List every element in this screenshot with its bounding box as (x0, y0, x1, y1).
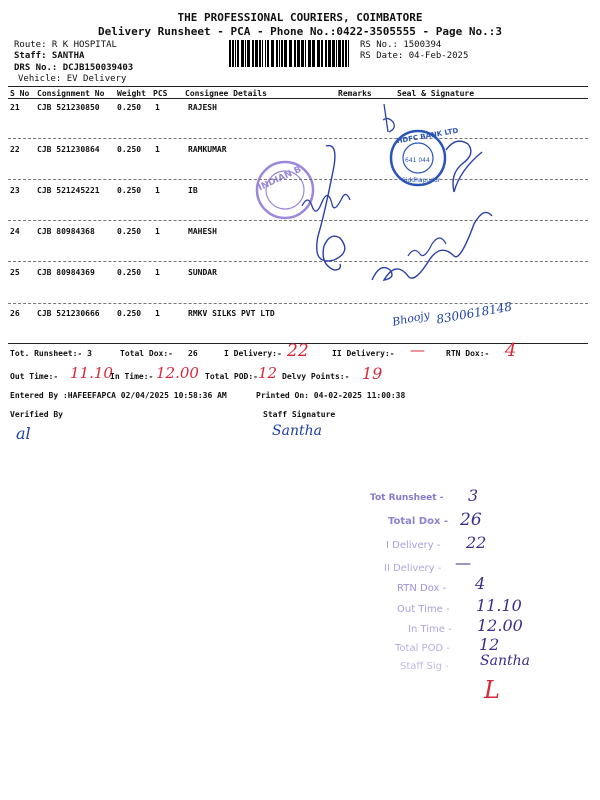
in-time-handwritten: 12.00 (156, 364, 199, 382)
row-weight: 0.250 (117, 186, 142, 195)
hdfc-stamp-ring-text: HDFC BANK LTD (396, 126, 459, 146)
col-sno: S No (10, 89, 30, 98)
row-sno: 21 (10, 103, 20, 112)
out-time-handwritten: 11.10 (70, 364, 113, 382)
row-weight: 0.250 (117, 145, 142, 154)
row-sno: 23 (10, 186, 20, 195)
rs-date: RS Date: 04-Feb-2025 (360, 51, 469, 61)
total-dox-value: 26 (188, 349, 198, 358)
printed-on: Printed On: 04-02-2025 11:00:38 (256, 391, 406, 400)
indian-bank-stamp-text: INDIAN B (256, 164, 304, 194)
indian-bank-stamp (257, 162, 313, 218)
row-consignee: SUNDAR (188, 268, 217, 277)
rs-number: RS No.: 1500394 (360, 40, 442, 50)
row-pcs: 1 (155, 309, 160, 318)
row-consignment: CJB 521245221 (37, 186, 100, 195)
hdfc-bank-stamp (391, 127, 459, 185)
stamp-label: Total Dox - (388, 516, 449, 527)
row-pcs: 1 (155, 268, 160, 277)
stamp-value: 12.00 (477, 616, 523, 635)
col-seal: Seal & Signature (397, 89, 475, 98)
drs-number: DRS No.: DCJB150039403 (14, 63, 134, 73)
row26-signature: Bhoojy (391, 308, 431, 329)
verified-by-label: Verified By (10, 410, 63, 419)
stamp-value: 26 (460, 510, 482, 530)
row-consignee: MAHESH (188, 227, 217, 236)
row-sno: 26 (10, 309, 20, 318)
check-mark: L (484, 676, 500, 704)
i-delivery-label: I Delivery:- (224, 349, 282, 358)
row-weight: 0.250 (117, 268, 142, 277)
delvy-points-handwritten: 19 (362, 364, 383, 383)
total-pod-handwritten: 12 (258, 364, 278, 382)
col-consignment: Consignment No (37, 89, 105, 98)
stamp-value: 4 (475, 574, 486, 593)
stamp-value: 12 (479, 635, 500, 654)
total-dox-label: Total Dox:- (120, 349, 173, 358)
row-weight: 0.250 (117, 227, 142, 236)
col-pcs: PCS (153, 89, 168, 98)
col-consignee: Consignee Details (185, 89, 267, 98)
stamp-label: I Delivery - (386, 540, 441, 551)
stamp-label: Out Time - (397, 604, 450, 615)
stamp-value: 22 (466, 533, 487, 552)
row-consignment: CJB 521230850 (37, 103, 100, 112)
row-pcs: 1 (155, 186, 160, 195)
row-consignee: IB (188, 186, 198, 195)
row-consignee: RAJESH (188, 103, 217, 112)
row-sno: 24 (10, 227, 20, 236)
hdfc-stamp-bottom-text: Siddhapudur (402, 177, 441, 184)
out-time-label: Out Time:- (10, 372, 59, 381)
vehicle-label: Vehicle: EV Delivery (18, 74, 127, 84)
stamp-label: II Delivery - (384, 563, 442, 574)
row-weight: 0.250 (117, 309, 142, 318)
rtn-dox-handwritten: 4 (505, 340, 517, 361)
row-consignment: CJB 521230864 (37, 145, 100, 154)
row-consignee: RAMKUMAR (188, 145, 227, 154)
row-consignment: CJB 521230666 (37, 309, 100, 318)
verified-signature: al (16, 424, 31, 443)
stamp-label: Tot Runsheet - (370, 493, 444, 503)
staff-signature-handwritten: Santha (272, 423, 322, 439)
stamp-value: — (455, 553, 471, 572)
stamp-label: Total POD - (395, 643, 450, 654)
row-sno: 25 (10, 268, 20, 277)
tot-runsheet: Tot. Runsheet:- 3 (10, 349, 92, 358)
col-weight: Weight (117, 89, 146, 98)
row26-phone: 8300618148 (435, 299, 513, 327)
row-pcs: 1 (155, 145, 160, 154)
row-weight: 0.250 (117, 103, 142, 112)
hdfc-stamp-center-text: 641 044 (405, 157, 430, 164)
stamp-label: In Time - (408, 624, 452, 635)
stamp-value: 3 (468, 486, 479, 505)
staff-label: Staff: SANTHA (14, 51, 85, 61)
stamp-value: Santha (480, 653, 530, 669)
ii-delivery-handwritten: — (410, 341, 425, 359)
company-title: THE PROFESSIONAL COURIERS, COIMBATORE (177, 11, 423, 24)
route-label: Route: R K HOSPITAL (14, 40, 117, 50)
stamp-label: Staff Sig - (400, 661, 449, 672)
runsheet-subtitle: Delivery Runsheet - PCA - Phone No.:0422-3505555 - Page No.:3 (98, 25, 502, 38)
row-sno: 22 (10, 145, 20, 154)
row-consignee: RMKV SILKS PVT LTD (188, 309, 275, 318)
in-time-label: In Time:- (110, 372, 154, 381)
total-pod-label: Total POD:- (205, 372, 258, 381)
i-delivery-handwritten: 22 (287, 341, 309, 361)
stamp-label: RTN Dox - (397, 583, 447, 594)
delvy-points-label: Delvy Points:- (282, 372, 350, 381)
row-pcs: 1 (155, 227, 160, 236)
row-consignment: CJB 80984369 (37, 268, 95, 277)
row-pcs: 1 (155, 103, 160, 112)
row-consignment: CJB 80984368 (37, 227, 95, 236)
ii-delivery-label: II Delivery:- (332, 349, 395, 358)
col-remarks: Remarks (338, 89, 372, 98)
entered-by: Entered By :HAFEEFAPCA 02/04/2025 10:58:36 AM (10, 391, 227, 400)
rtn-dox-label: RTN Dox:- (446, 349, 490, 358)
stamp-value: 11.10 (476, 596, 522, 615)
staff-signature-label: Staff Signature (263, 410, 336, 419)
